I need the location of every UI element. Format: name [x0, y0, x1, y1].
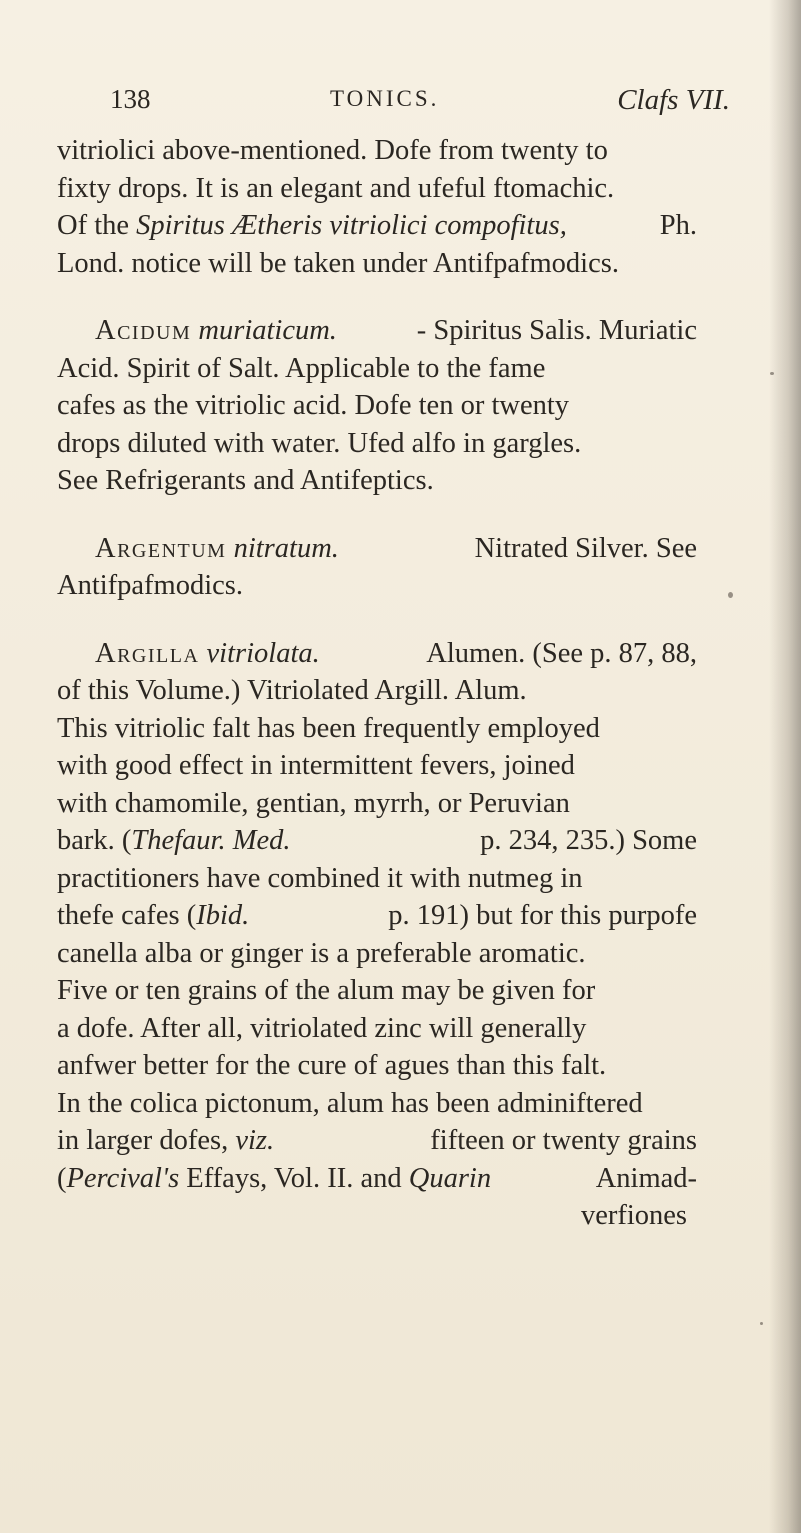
paper-speck	[770, 372, 774, 375]
text-line: thefe cafes (Ibid. p. 191) but for this purpofe	[57, 900, 697, 931]
text-line: This vitriolic falt has been frequently employed	[57, 712, 600, 744]
text-line: Antifpafmodics.	[57, 570, 244, 601]
text-line: bark. (Thefaur. Med. p. 234, 235.) Some	[57, 825, 697, 856]
entry-acidum-muriaticum	[57, 312, 697, 500]
paper-speck	[728, 592, 733, 598]
text-line: cafes as the vitriolic acid. Dofe ten or twenty	[57, 390, 570, 421]
entry-heading: Argilla	[95, 637, 200, 669]
text-line: of this Volume.) Vitriolated Argill. Alum.	[57, 675, 527, 706]
text-line: anfwer better for the cure of agues than this falt.	[57, 1050, 607, 1081]
entry-heading-line: Acidum muriaticum. - Spiritus Salis. Muriatic	[95, 315, 697, 346]
text-line: In the colica pictonum, alum has been adminiftered	[57, 1087, 643, 1119]
text-line: drops diluted with water. Ufed alfo in gargles.	[57, 427, 582, 459]
text-line: vitriolici above-mentioned. Dofe from twenty to	[57, 135, 608, 166]
page-number: 138	[110, 84, 151, 114]
text-line: (Percival's Effays, Vol. II. and Quarin Animad-	[57, 1162, 697, 1194]
text-line: with good effect in intermittent fevers, joined	[57, 750, 575, 781]
text-line: fixty drops. It is an elegant and ufeful ftomachic.	[57, 172, 615, 204]
text-line: with chamomile, gentian, myrrh, or Peruvian	[57, 787, 570, 819]
text-line: Lond. notice will be taken under Antifpafmodics.	[57, 247, 619, 279]
entry-heading: Argentum	[95, 532, 227, 564]
text-line: practitioners have combined it with nutmeg in	[57, 862, 583, 894]
text-line: See Refrigerants and Antifeptics.	[57, 465, 434, 496]
text-line: in larger dofes, viz. fifteen or twenty grains	[57, 1125, 697, 1156]
entry-argilla-vitriolata	[57, 635, 697, 1235]
entry-argentum-nitratum	[57, 530, 697, 605]
entry-heading-line: Argilla vitriolata. Alumen. (See p. 87, 88,	[95, 637, 697, 669]
text-line: canella alba or ginger is a preferable aromatic.	[57, 937, 586, 969]
text-line: Acid. Spirit of Salt. Applicable to the fame	[57, 352, 546, 384]
page-header	[110, 84, 730, 124]
entry-heading: Acidum	[95, 315, 192, 346]
paragraph-vitriolic-continued	[57, 132, 697, 282]
text-line: Of the Spiritus Ætheris vitriolici compofitus, Ph.	[57, 210, 697, 241]
class-label: Clafs VII.	[617, 84, 730, 116]
text-line: Five or ten grains of the alum may be given for	[57, 975, 596, 1006]
entry-heading-line: Argentum nitratum. Nitrated Silver. See	[95, 532, 697, 564]
page-edge-shadow	[769, 0, 801, 1533]
catchword: verfiones	[580, 1200, 687, 1231]
paper-speck	[760, 1322, 763, 1325]
body-text	[57, 132, 697, 1235]
running-title: TONICS.	[330, 86, 440, 111]
text-line: a dofe. After all, vitriolated zinc will generally	[57, 1012, 587, 1044]
